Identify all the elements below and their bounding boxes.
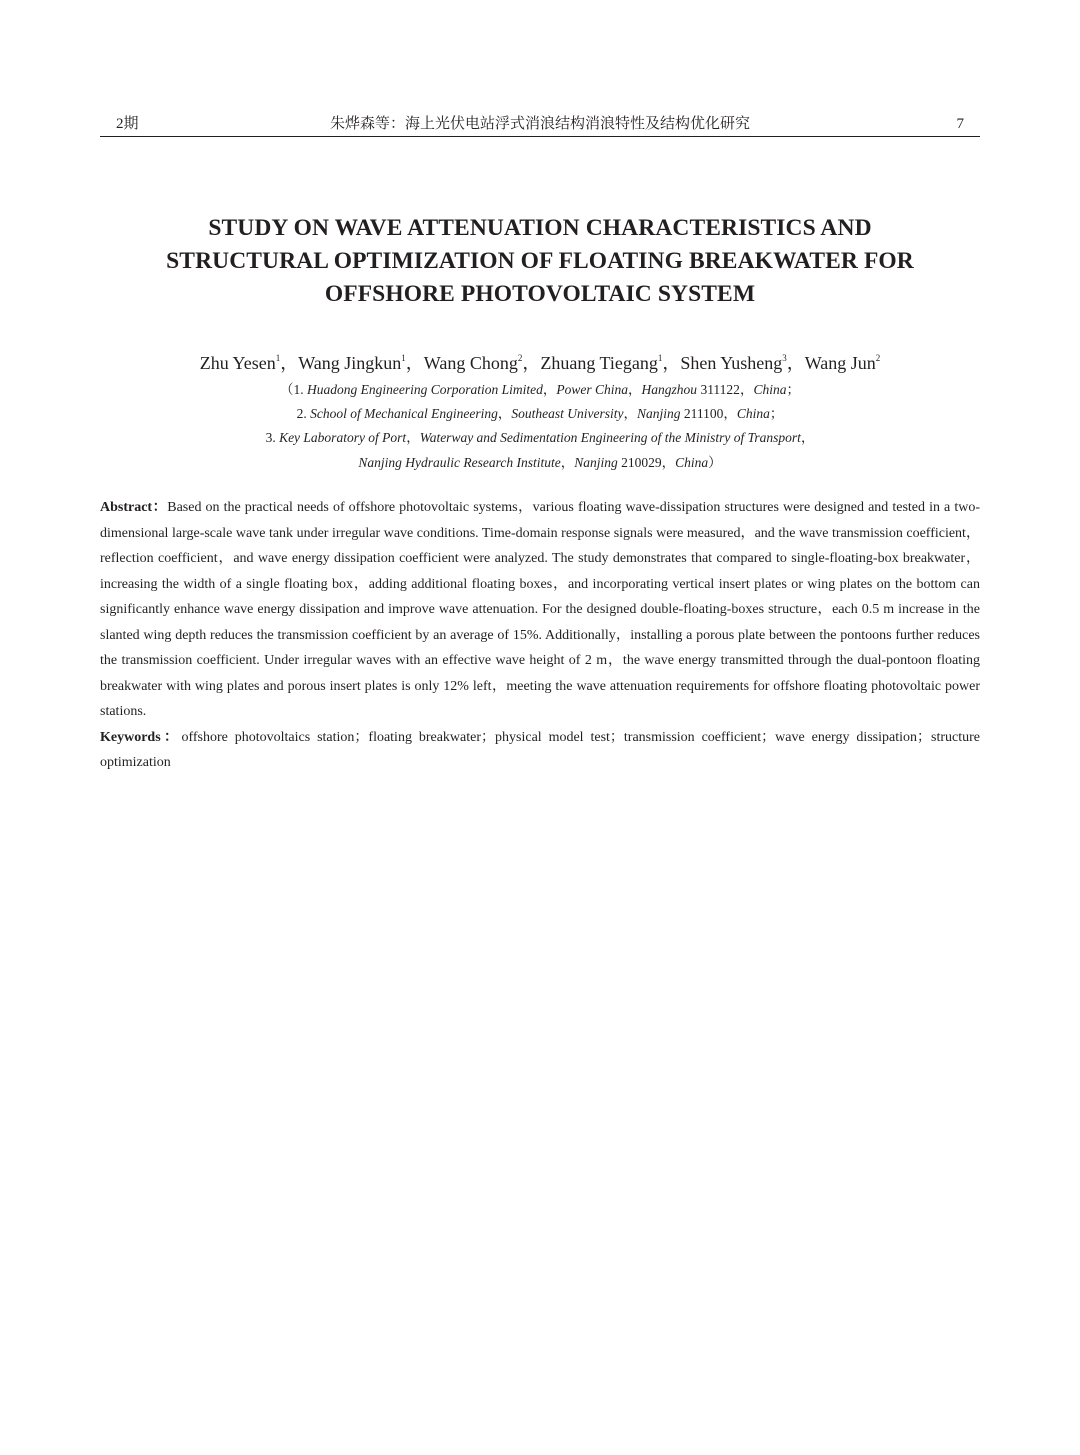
comma: ， <box>406 430 420 446</box>
paren-open: （1. <box>280 382 308 397</box>
postal-code: 210029 <box>617 454 662 470</box>
affiliation-country: China <box>736 406 770 422</box>
author-separator: ， <box>662 353 681 373</box>
comma: ， <box>542 382 557 397</box>
keywords-paragraph <box>100 725 980 776</box>
postal-code: 211100 <box>680 406 724 422</box>
title-line: STUDY ON WAVE ATTENUATION CHARACTERISTICS AND <box>208 215 872 241</box>
affiliations <box>100 378 980 475</box>
affiliation-line <box>100 426 980 450</box>
issue-number: 2期 <box>116 116 139 132</box>
page-number: 7 <box>956 116 964 132</box>
affiliation-line <box>100 378 980 402</box>
affiliation-unit: Power China <box>556 382 629 397</box>
affiliation-org: Key Laboratory of Port <box>279 430 407 446</box>
abstract-paragraph <box>100 495 980 725</box>
affiliation-city: Nanjing <box>574 454 618 470</box>
affiliation-org: Southeast University <box>511 406 624 422</box>
author-name: Wang Jingkun <box>298 353 402 373</box>
affiliation-mark: 2 <box>875 353 881 363</box>
affiliation-city: Hangzhou <box>641 382 698 397</box>
affiliation-mark: 1 <box>657 353 663 363</box>
running-header <box>100 112 980 137</box>
author-separator: ， <box>522 353 541 373</box>
affiliation-mark: 1 <box>401 353 406 363</box>
affiliation-country: China <box>675 454 709 470</box>
comma: ， <box>723 406 737 422</box>
author-name: Zhuang Tiegang <box>540 353 658 373</box>
semicolon: ； <box>786 382 800 397</box>
running-title: 朱烨森等：海上光伏电站浮式消浪结构消浪特性及结构优化研究 <box>329 116 750 132</box>
author-separator: ， <box>405 353 424 373</box>
author-separator: ， <box>280 353 299 373</box>
paren-close: ） <box>708 454 722 470</box>
keywords-text: offshore photovoltaics station；floating breakwater；physical model test；transmission coefficient；wave energy dissipation；structure optimization <box>100 729 980 770</box>
title-line: OFFSHORE PHOTOVOLTAIC SYSTEM <box>324 281 756 307</box>
affiliation-country: China <box>753 382 787 397</box>
author-list <box>100 350 980 376</box>
comma: ， <box>497 406 512 422</box>
abstract-section <box>100 495 980 776</box>
paper-title <box>100 212 980 311</box>
comma: ， <box>560 454 575 470</box>
author-name: Shen Yusheng <box>680 353 783 373</box>
comma: ， <box>739 382 754 397</box>
comma: ， <box>800 430 815 446</box>
affiliation-number: 2. <box>296 406 311 422</box>
keywords-label: Keywords： <box>100 729 182 745</box>
affiliation-unit: School of Mechanical Engineering <box>310 406 498 422</box>
author-name: Wang Chong <box>423 353 518 373</box>
affiliation-line <box>100 451 980 475</box>
affiliation-line <box>100 402 980 426</box>
abstract-text: Based on the practical needs of offshore photovoltaic systems，various floating wave-dissipation structures were designed and tested in a two-dimensional large-scale wave tank under irregular wave conditions. Time-domain response signals were measured，and the wave transmission coefficient，reflection coefficient，and wave energy dissipation coefficient were analyzed. The study demonstrates that compared to single-floating-box breakwater，increasing the width of a single floating box，adding additional floating boxes，and incorporating vertical insert plates or wing plates on the bottom can significantly enhance wave energy dissipation and improve wave attenuation. For the designed double-floating-boxes structure，each 0.5 m increase in the slanted wing depth reduces the transmission coefficient by an average of 15%. Additionally，installing a porous plate between the pontoons further reduces the transmission coefficient. Under irregular waves with an effective wave height of 2 m，the wave energy transmitted through the dual-pontoon floating breakwater with wing plates and porous insert plates is only 12% left，meeting the wave attenuation requirements for offshore floating photovoltaic power stations. <box>100 500 980 719</box>
author-separator: ， <box>786 353 805 373</box>
comma: ， <box>623 406 638 422</box>
affiliation-mark: 3 <box>782 353 787 363</box>
title-line: STRUCTURAL OPTIMIZATION OF FLOATING BREAKWATER FOR <box>166 248 914 274</box>
affiliation-mark: 1 <box>275 353 281 363</box>
comma: ， <box>661 454 676 470</box>
affiliation-unit: Waterway and Sedimentation Engineering of the Ministry of Transport <box>419 430 801 446</box>
author-name: Zhu Yesen <box>199 353 276 373</box>
affiliation-org: Nanjing Hydraulic Research Institute <box>358 454 561 470</box>
affiliation-mark: 2 <box>517 353 523 363</box>
comma: ， <box>628 382 642 397</box>
postal-code: 311122 <box>697 382 740 397</box>
affiliation-org: Huadong Engineering Corporation Limited <box>307 382 543 397</box>
author-name: Wang Jun <box>804 353 876 373</box>
abstract-label: Abstract： <box>100 500 168 515</box>
affiliation-city: Nanjing <box>637 406 681 422</box>
affiliation-number: 3. <box>265 430 280 446</box>
semicolon: ； <box>769 406 784 422</box>
